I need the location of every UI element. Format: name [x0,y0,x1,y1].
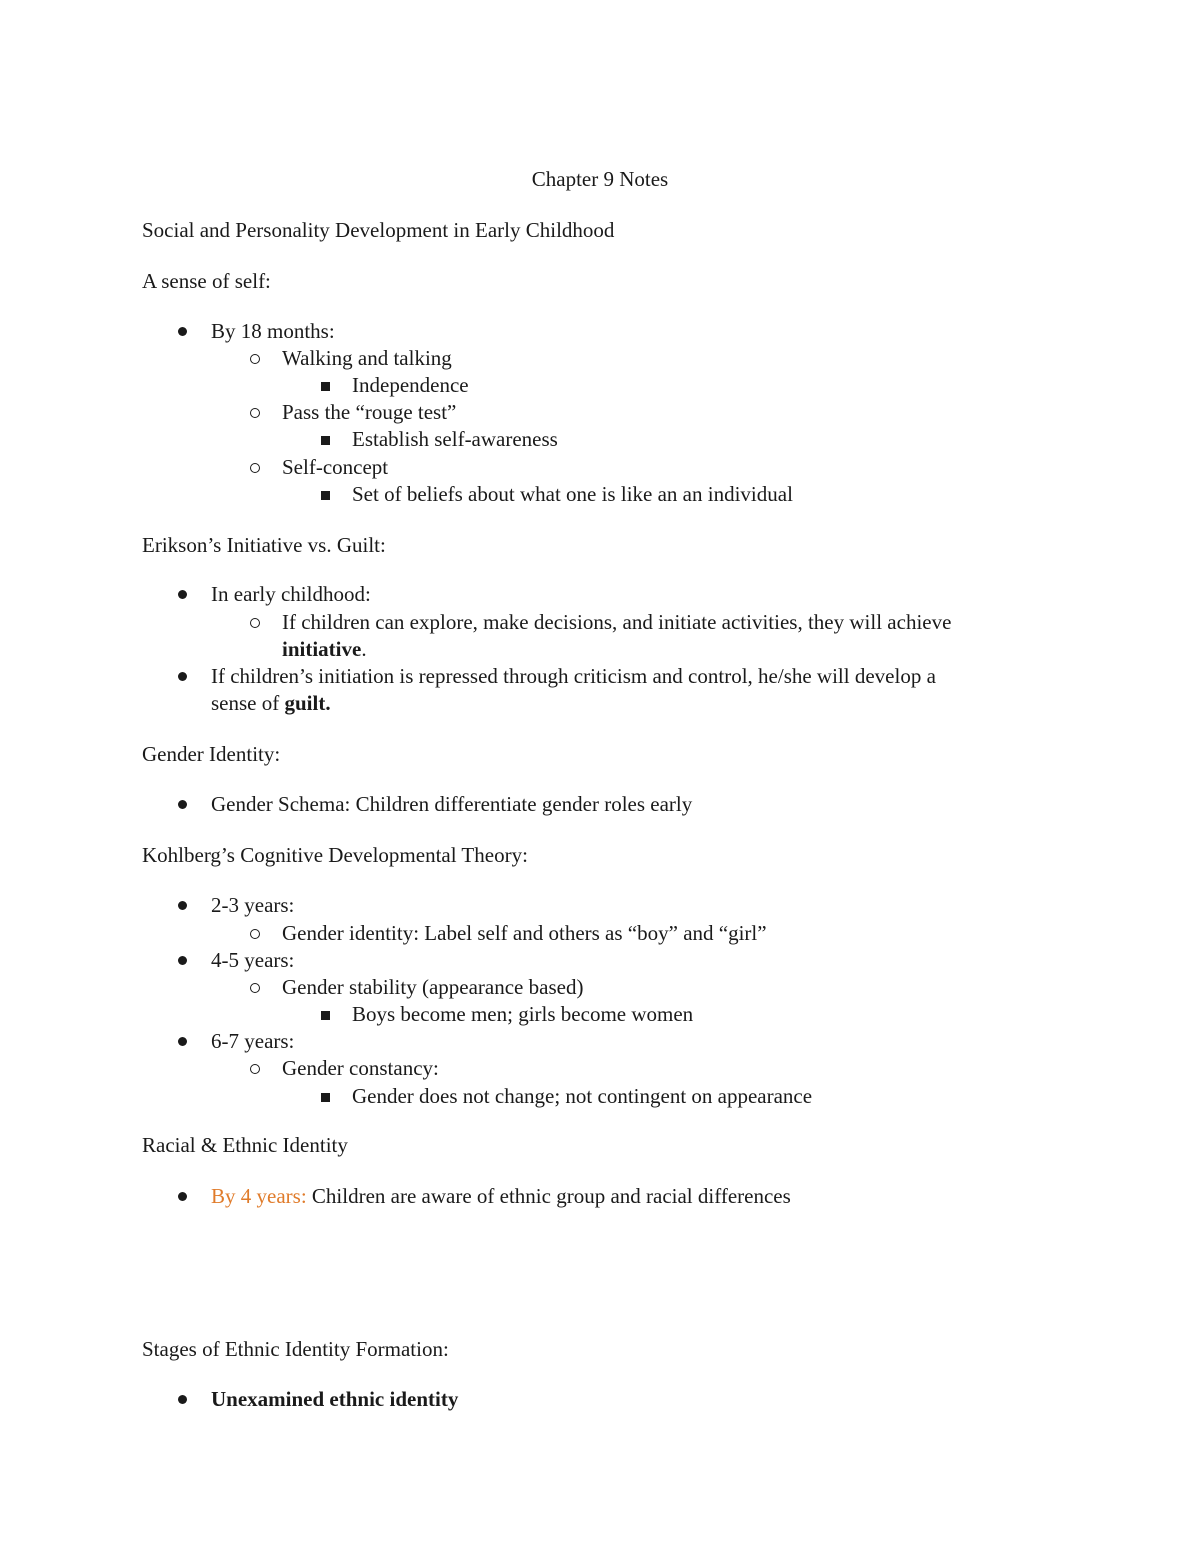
list-item [211,1183,791,1210]
bullet-square-icon [321,1011,330,1020]
list-item: Self-concept [282,455,389,479]
bullet-circle-icon [250,408,260,418]
highlight-age: By 4 years: [211,1184,307,1208]
list-item: Boys become men; girls become women [352,1002,694,1026]
bullet-square-icon [321,382,330,391]
list-item: Independence [352,373,469,397]
page-subtitle: Social and Personality Development in Early Childhood [142,218,615,242]
list-item: In early childhood: [211,582,371,606]
bullet-circle-icon [250,618,260,628]
bullet-dot-icon [178,672,187,681]
list-item: If children’s initiation is repressed through criticism and control, he/she will develop a [211,664,936,688]
bullet-square-icon [321,1093,330,1102]
list-item: Unexamined ethnic identity [211,1387,459,1411]
list-item: Pass the “rouge test” [282,400,457,424]
bullet-circle-icon [250,354,260,364]
period: . [361,637,367,661]
bullet-square-icon [321,491,330,500]
list-item: Gender identity: Label self and others as “boy” and “girl” [282,921,767,945]
list-item: Gender constancy: [282,1056,439,1080]
list-item: Gender stability (appearance based) [282,975,584,999]
bullet-dot-icon [178,1192,187,1201]
list-item: Gender does not change; not contingent on appearance [352,1084,813,1108]
list-item: Gender Schema: Children differentiate gender roles early [211,792,693,816]
bullet-dot-icon [178,1037,187,1046]
bullet-circle-icon [250,983,260,993]
list-item-continuation [211,690,331,717]
bullet-dot-icon [178,901,187,910]
section-heading-stages: Stages of Ethnic Identity Formation: [142,1337,449,1361]
bullet-dot-icon [178,800,187,809]
section-heading-racial: Racial & Ethnic Identity [142,1133,348,1157]
section-heading-self: A sense of self: [142,269,271,293]
list-item: Set of beliefs about what one is like an an individual [352,482,793,506]
emphasis-initiative: initiative [282,637,362,661]
list-item: 6-7 years: [211,1029,295,1053]
bullet-circle-icon [250,1064,260,1074]
bullet-dot-icon [178,327,187,336]
section-heading-kohlberg: Kohlberg’s Cognitive Developmental Theory: [142,843,528,867]
bullet-circle-icon [250,929,260,939]
list-item: If children can explore, make decisions, and initiate activities, they will achieve [282,610,952,634]
bullet-dot-icon [178,1395,187,1404]
bullet-dot-icon [178,590,187,599]
list-item: Walking and talking [282,346,452,370]
list-item: 4-5 years: [211,948,295,972]
list-item: By 18 months: [211,319,335,343]
page-title: Chapter 9 Notes [531,167,669,191]
list-item: 2-3 years: [211,893,295,917]
list-item-continuation [282,636,367,663]
emphasis-guilt: guilt. [284,691,331,715]
bullet-square-icon [321,436,330,445]
section-heading-gender: Gender Identity: [142,742,281,766]
list-item: Establish self-awareness [352,427,558,451]
list-item-text: Children are aware of ethnic group and racial differences [306,1184,791,1208]
section-heading-erikson: Erikson’s Initiative vs. Guilt: [142,533,386,557]
sense-of-text: sense of [211,691,285,715]
bullet-dot-icon [178,956,187,965]
bullet-circle-icon [250,463,260,473]
